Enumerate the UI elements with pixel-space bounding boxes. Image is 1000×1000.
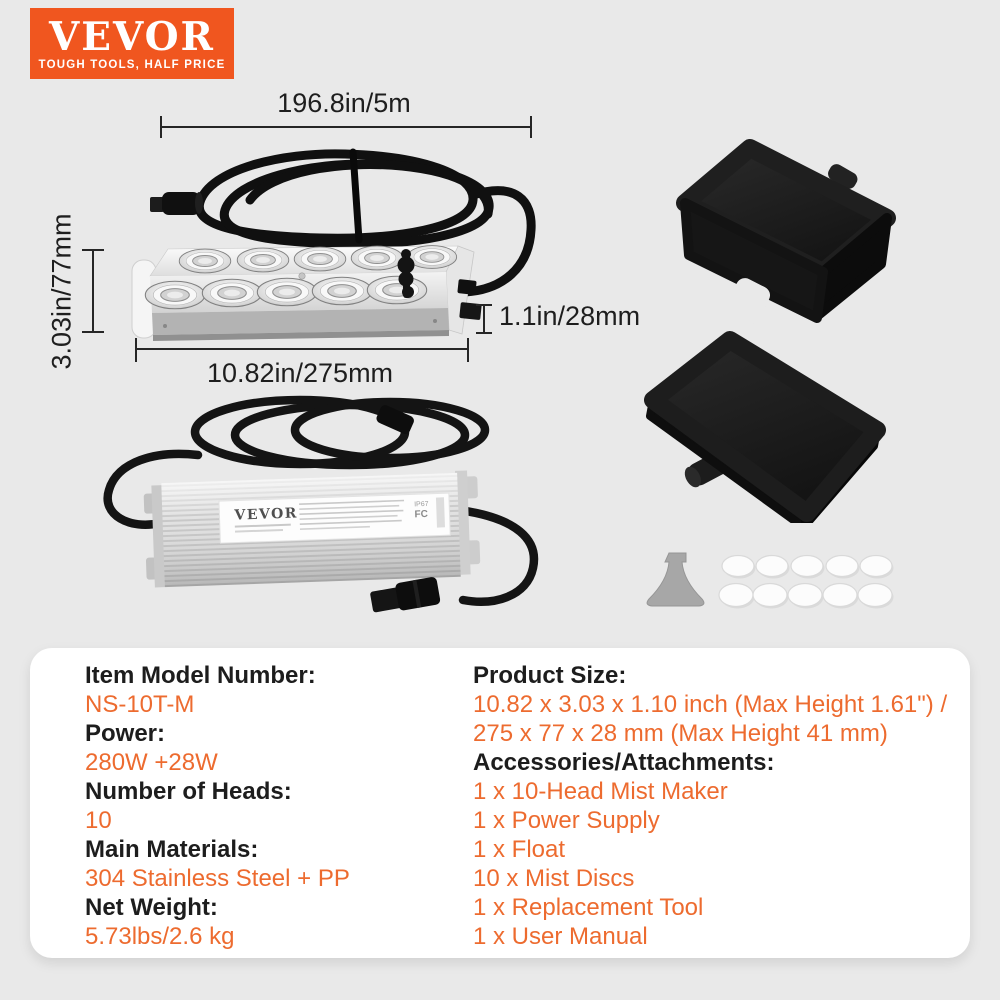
spec-value: 1 x User Manual xyxy=(473,923,648,950)
spec-value: 1 x Power Supply xyxy=(473,807,660,834)
brand-tagline: TOUGH TOOLS, HALF PRICE xyxy=(38,58,226,71)
psu-fcc-mark: FC xyxy=(414,508,429,521)
spec-label: Product Size: xyxy=(473,662,627,689)
spec-label: Power: xyxy=(85,720,166,747)
spec-value: 10 xyxy=(85,807,112,834)
brand-logo xyxy=(30,8,234,79)
device-depth-dimension-label: 1.1in/28mm xyxy=(499,301,641,331)
spec-label: Number of Heads: xyxy=(85,778,292,805)
spec-label: Item Model Number: xyxy=(85,662,316,689)
brand-name: VEVOR xyxy=(49,13,215,60)
spec-value: 5.73lbs/2.6 kg xyxy=(85,923,235,950)
spec-value: 1 x 10-Head Mist Maker xyxy=(473,778,728,805)
psu-label xyxy=(219,493,450,543)
spec-column-left xyxy=(85,661,350,951)
spec-label: Net Weight: xyxy=(85,894,218,921)
device-width-dimension-label: 10.82in/275mm xyxy=(206,358,394,388)
spec-value: 1 x Float xyxy=(473,836,566,863)
spec-value: 304 Stainless Steel + PP xyxy=(85,865,350,892)
mist-discs-illustration xyxy=(712,548,904,612)
power-supply-illustration xyxy=(85,390,565,630)
float-illustration-top xyxy=(670,135,905,340)
spec-panel xyxy=(30,648,970,958)
psu-ip-rating: IP67 xyxy=(414,500,429,509)
device-height-dimension-label: 3.03in/77mm xyxy=(46,213,77,370)
spec-value: 275 x 77 x 28 mm (Max Height 41 mm) xyxy=(473,720,888,747)
cable-length-dimension-line xyxy=(160,116,532,138)
replacement-tool-illustration xyxy=(633,546,719,612)
psu-output-connector xyxy=(369,576,441,615)
spec-column-right xyxy=(473,661,947,951)
cable-length-dimension-label: 196.8in/5m xyxy=(277,88,411,118)
device-depth-dimension-line xyxy=(476,304,492,334)
spec-value: 10 x Mist Discs xyxy=(473,865,635,892)
device-height-dimension-line xyxy=(82,249,104,333)
spec-value: 1 x Replacement Tool xyxy=(473,894,704,921)
float-illustration-bottom xyxy=(638,328,888,523)
psu-brand: VEVOR xyxy=(234,505,299,524)
spec-label: Accessories/Attachments: xyxy=(473,749,775,776)
spec-value: NS-10T-M xyxy=(85,691,195,718)
spec-value: 280W +28W xyxy=(85,749,218,776)
spec-value: 10.82 x 3.03 x 1.10 inch (Max Height 1.61") / xyxy=(473,691,948,718)
cable-connector xyxy=(150,192,203,215)
spec-label: Main Materials: xyxy=(85,836,259,863)
